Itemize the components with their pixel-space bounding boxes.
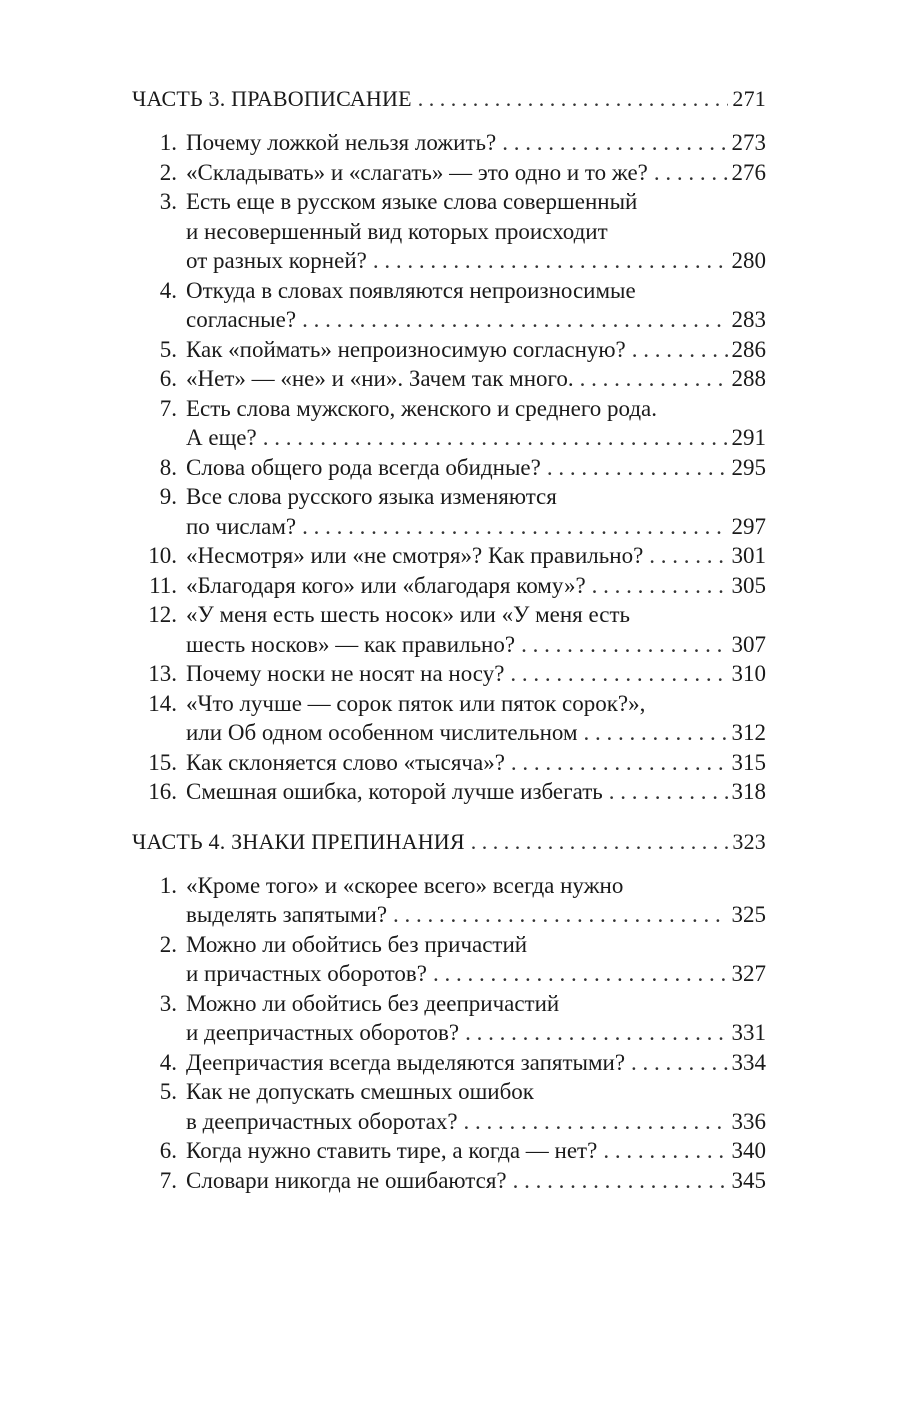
entry-title: по числам? (186, 513, 297, 539)
entry-title: Можно ли обойтись без причастий (186, 931, 528, 957)
entry-page-number: 325 (731, 902, 766, 927)
toc-entry-line (132, 394, 766, 424)
entry-number: 4. (159, 1049, 177, 1075)
toc-entry[interactable] (132, 1166, 766, 1196)
leader-dots (507, 1166, 728, 1196)
toc-entry[interactable] (132, 1136, 766, 1166)
leader-dots (458, 1107, 728, 1137)
part-title: ЧАСТЬ 3. ПРАВОПИСАНИЕ (132, 86, 412, 111)
leader-dots (367, 246, 728, 276)
toc-entry-line (132, 930, 766, 960)
toc-entry[interactable] (132, 600, 766, 659)
toc-entry[interactable] (132, 689, 766, 748)
leader-dots (626, 335, 728, 365)
entry-page-number: 340 (731, 1138, 766, 1163)
entry-number: 1. (159, 130, 177, 155)
entry-title: шесть носков» — как правильно? (186, 631, 516, 657)
toc-entry-line (132, 600, 766, 630)
leader-dots (496, 128, 728, 158)
entry-title: и причастных оборотов? (186, 961, 427, 986)
toc-entry-line (132, 541, 766, 571)
entry-number: 12. (148, 602, 177, 627)
toc-entry-line (132, 364, 766, 394)
toc-entry-line (132, 482, 766, 512)
entry-number: 5. (159, 336, 177, 362)
leader-dots (412, 86, 728, 112)
entry-title: «Кроме того» и «скорее всего» всегда нужно (186, 872, 624, 898)
entry-number: 6. (159, 366, 177, 391)
leader-dots (578, 718, 728, 748)
entry-page-number: 297 (731, 513, 766, 539)
leader-dots (465, 829, 728, 855)
part-page-number: 323 (732, 828, 766, 854)
leader-dots (586, 571, 728, 601)
entry-page-number: 327 (731, 961, 766, 986)
toc-entry[interactable] (132, 128, 766, 158)
toc-entry-line (132, 512, 766, 542)
part-page-number: 271 (732, 86, 766, 111)
toc-entry-line (132, 1107, 766, 1137)
leader-dots (387, 900, 728, 930)
toc-entry-line (132, 276, 766, 306)
entry-title: и деепричастных оборотов? (186, 1020, 460, 1045)
toc-entry[interactable] (132, 158, 766, 188)
toc-entry-line (132, 1018, 766, 1048)
entry-page-number: 331 (731, 1020, 766, 1045)
entry-title: Почему носки не носят на носу? (186, 661, 505, 686)
entry-title: Как не допускать смешных ошибок (186, 1079, 534, 1104)
entry-title: Можно ли обойтись без деепричастий (186, 990, 560, 1016)
toc-entry[interactable] (132, 871, 766, 930)
entry-number: 2. (159, 159, 177, 185)
entry-number: 7. (159, 395, 177, 421)
leader-dots (603, 777, 728, 807)
leader-dots (643, 541, 728, 571)
entry-title: «Складывать» и «слагать» — это одно и то же? (186, 159, 648, 185)
entry-page-number: 283 (731, 307, 766, 332)
leader-dots (504, 659, 728, 689)
entry-title: и несовершенный вид которых происходит (186, 218, 608, 244)
toc-entry[interactable] (132, 364, 766, 394)
entry-number: 10. (148, 543, 177, 568)
entry-title: «Что лучше — сорок пяток или пяток сорок?», (186, 690, 646, 716)
entry-title: Откуда в словах появляются непроизносимые (186, 277, 636, 303)
entry-title: согласные? (186, 307, 297, 332)
leader-dots (427, 959, 728, 989)
entry-number: 6. (159, 1138, 177, 1163)
toc-entry[interactable] (132, 748, 766, 778)
entry-page-number: 312 (731, 720, 766, 745)
entry-number: 1. (159, 872, 177, 898)
toc-entry-line (132, 423, 766, 453)
toc-entry-line (132, 900, 766, 930)
entry-number: 16. (148, 779, 177, 804)
toc-entry[interactable] (132, 1077, 766, 1136)
entry-title: «Благодаря кого» или «благодаря кому»? (186, 572, 586, 598)
toc-entry-line (132, 630, 766, 660)
entry-number: 9. (159, 484, 177, 509)
entry-title: Слова общего рода всегда обидные? (186, 454, 541, 480)
toc-entry-line (132, 187, 766, 217)
toc-entry[interactable] (132, 659, 766, 689)
toc-entry[interactable] (132, 187, 766, 276)
entry-page-number: 276 (731, 159, 766, 185)
entry-title: выделять запятыми? (186, 902, 388, 927)
entry-title: Есть еще в русском языке слова совершенный (186, 189, 638, 214)
entry-title: Почему ложкой нельзя ложить? (186, 130, 497, 155)
toc-entry-line (132, 748, 766, 778)
toc-entry-line (132, 305, 766, 335)
entry-page-number: 345 (731, 1167, 766, 1193)
entry-number: 14. (148, 690, 177, 716)
toc-entry[interactable] (132, 482, 766, 541)
toc-entry[interactable] (132, 930, 766, 989)
leader-dots (515, 630, 728, 660)
leader-dots (574, 364, 728, 394)
toc-entry[interactable] (132, 335, 766, 365)
toc-entry-line (132, 718, 766, 748)
entry-number: 5. (159, 1079, 177, 1104)
entry-title: Деепричастия всегда выделяются запятыми? (186, 1049, 626, 1075)
toc-entry-line (132, 335, 766, 365)
entry-page-number: 291 (731, 425, 766, 450)
entry-title: Смешная ошибка, которой лучше избегать (186, 779, 603, 804)
toc-entry-line (132, 959, 766, 989)
entry-title: или Об одном особенном числительном (186, 720, 578, 745)
entry-number: 2. (159, 931, 177, 957)
entry-number: 3. (159, 990, 177, 1016)
entry-page-number: 286 (731, 336, 766, 362)
entry-number: 8. (159, 454, 177, 480)
entry-number: 7. (159, 1167, 177, 1193)
table-of-contents (132, 86, 766, 1195)
toc-entry[interactable] (132, 541, 766, 571)
entry-page-number: 307 (731, 631, 766, 657)
entry-title: Словари никогда не ошибаются? (186, 1167, 507, 1193)
entry-title: Есть слова мужского, женского и среднего рода. (186, 395, 657, 421)
toc-entry-line (132, 659, 766, 689)
leader-dots (505, 748, 728, 778)
entry-title: «Несмотря» или «не смотря»? Как правильно? (186, 543, 644, 568)
toc-entry-line (132, 158, 766, 188)
entry-page-number: 288 (731, 366, 766, 391)
toc-entry[interactable] (132, 989, 766, 1048)
entry-number: 13. (148, 661, 177, 686)
toc-entry[interactable] (132, 276, 766, 335)
entry-number: 4. (159, 277, 177, 303)
toc-entry-line (132, 1048, 766, 1078)
entry-page-number: 318 (731, 779, 766, 804)
toc-entry[interactable] (132, 394, 766, 453)
toc-entry-line (132, 246, 766, 276)
entry-page-number: 273 (731, 130, 766, 155)
entry-number: 11. (149, 572, 177, 598)
leader-dots (625, 1048, 728, 1078)
leader-dots (648, 158, 728, 188)
toc-entry[interactable] (132, 777, 766, 807)
toc-entry-line (132, 777, 766, 807)
entry-page-number: 305 (731, 572, 766, 598)
toc-entry-line (132, 571, 766, 601)
toc-entry[interactable] (132, 571, 766, 601)
entry-title: Когда нужно ставить тире, а когда — нет? (186, 1138, 598, 1163)
toc-entry-line (132, 1136, 766, 1166)
toc-entry-line (132, 453, 766, 483)
leader-dots (597, 1136, 728, 1166)
entry-title: Как «поймать» непроизносимую согласную? (186, 336, 626, 362)
entry-title: в деепричастных оборотах? (186, 1108, 458, 1134)
entry-page-number: 280 (731, 248, 766, 273)
leader-dots (257, 423, 728, 453)
part-title: ЧАСТЬ 4. ЗНАКИ ПРЕПИНАНИЯ (132, 828, 465, 854)
entry-title: от разных корней? (186, 248, 367, 273)
entry-page-number: 315 (731, 749, 766, 775)
toc-entry-line (132, 128, 766, 158)
toc-entry[interactable] (132, 1048, 766, 1078)
leader-dots (541, 453, 728, 483)
entry-page-number: 301 (731, 543, 766, 568)
entry-title: А еще? (186, 425, 257, 450)
leader-dots (296, 512, 728, 542)
leader-dots (296, 305, 728, 335)
leader-dots (459, 1018, 728, 1048)
toc-entry-line (132, 689, 766, 719)
entry-number: 15. (148, 749, 177, 775)
entry-title: «У меня есть шесть носок» или «У меня есть (186, 602, 631, 627)
entry-page-number: 310 (731, 661, 766, 686)
entry-title: Как склоняется слово «тысяча»? (186, 749, 505, 775)
toc-entry-line (132, 1166, 766, 1196)
toc-entry-line (132, 989, 766, 1019)
toc-entry[interactable] (132, 453, 766, 483)
entry-title: Все слова русского языка изменяются (186, 484, 557, 509)
entry-title: «Нет» — «не» и «ни». Зачем так много. (186, 366, 574, 391)
entry-number: 3. (159, 189, 177, 214)
toc-entry-line (132, 217, 766, 247)
toc-entry-line (132, 871, 766, 901)
toc-entry-line (132, 1077, 766, 1107)
part-heading (132, 86, 766, 122)
part-heading (132, 829, 766, 865)
entry-page-number: 334 (731, 1049, 766, 1075)
entry-page-number: 295 (731, 454, 766, 480)
entry-page-number: 336 (731, 1108, 766, 1134)
part-gap (132, 807, 766, 829)
